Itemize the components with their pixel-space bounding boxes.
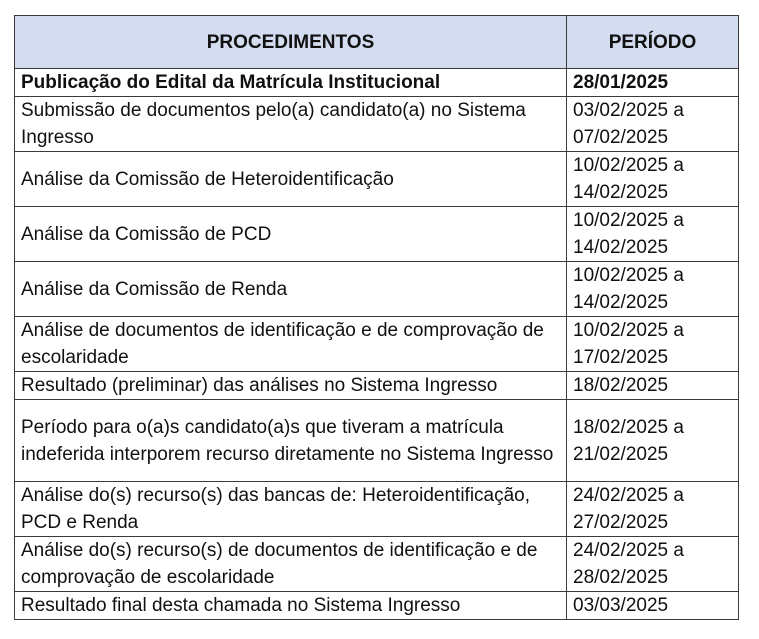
periodo-cell: 24/02/2025 a 28/02/2025 <box>567 537 739 592</box>
procedimento-cell: Resultado (preliminar) das análises no Sistema Ingresso <box>15 372 567 400</box>
procedimento-cell: Submissão de documentos pelo(a) candidato(a) no Sistema Ingresso <box>15 97 567 152</box>
periodo-cell: 18/02/2025 <box>567 372 739 400</box>
procedimento-cell: Publicação do Edital da Matrícula Institucional <box>15 69 567 97</box>
periodo-cell: 03/02/2025 a 07/02/2025 <box>567 97 739 152</box>
periodo-cell: 28/01/2025 <box>567 69 739 97</box>
periodo-cell: 03/03/2025 <box>567 592 739 620</box>
procedimento-cell: Análise da Comissão de Renda <box>15 262 567 317</box>
header-periodo: PERÍODO <box>567 16 739 69</box>
schedule-table <box>14 15 739 620</box>
procedimento-cell: Análise da Comissão de Heteroidentificação <box>15 152 567 207</box>
header-procedimentos: PROCEDIMENTOS <box>15 16 567 69</box>
table-row <box>15 262 739 317</box>
table-row <box>15 317 739 372</box>
procedimento-cell: Período para o(a)s candidato(a)s que tiveram a matrícula indeferida interporem recurso diretamente no Sistema Ingresso <box>15 400 567 482</box>
procedimento-cell: Análise da Comissão de PCD <box>15 207 567 262</box>
periodo-cell: 10/02/2025 a 14/02/2025 <box>567 152 739 207</box>
periodo-cell: 10/02/2025 a 17/02/2025 <box>567 317 739 372</box>
table-row <box>15 592 739 620</box>
table-row <box>15 400 739 482</box>
procedimento-cell: Análise do(s) recurso(s) de documentos de identificação e de comprovação de escolaridade <box>15 537 567 592</box>
table-row <box>15 152 739 207</box>
periodo-cell: 18/02/2025 a 21/02/2025 <box>567 400 739 482</box>
periodo-cell: 10/02/2025 a 14/02/2025 <box>567 262 739 317</box>
table-row <box>15 97 739 152</box>
header-row <box>15 16 739 69</box>
procedimento-cell: Análise de documentos de identificação e de comprovação de escolaridade <box>15 317 567 372</box>
procedimento-cell: Análise do(s) recurso(s) das bancas de: Heteroidentificação, PCD e Renda <box>15 482 567 537</box>
table-row <box>15 207 739 262</box>
periodo-cell: 24/02/2025 a 27/02/2025 <box>567 482 739 537</box>
table-row <box>15 372 739 400</box>
table-row <box>15 537 739 592</box>
periodo-cell: 10/02/2025 a 14/02/2025 <box>567 207 739 262</box>
procedimento-cell: Resultado final desta chamada no Sistema Ingresso <box>15 592 567 620</box>
table-row <box>15 482 739 537</box>
table-row <box>15 69 739 97</box>
